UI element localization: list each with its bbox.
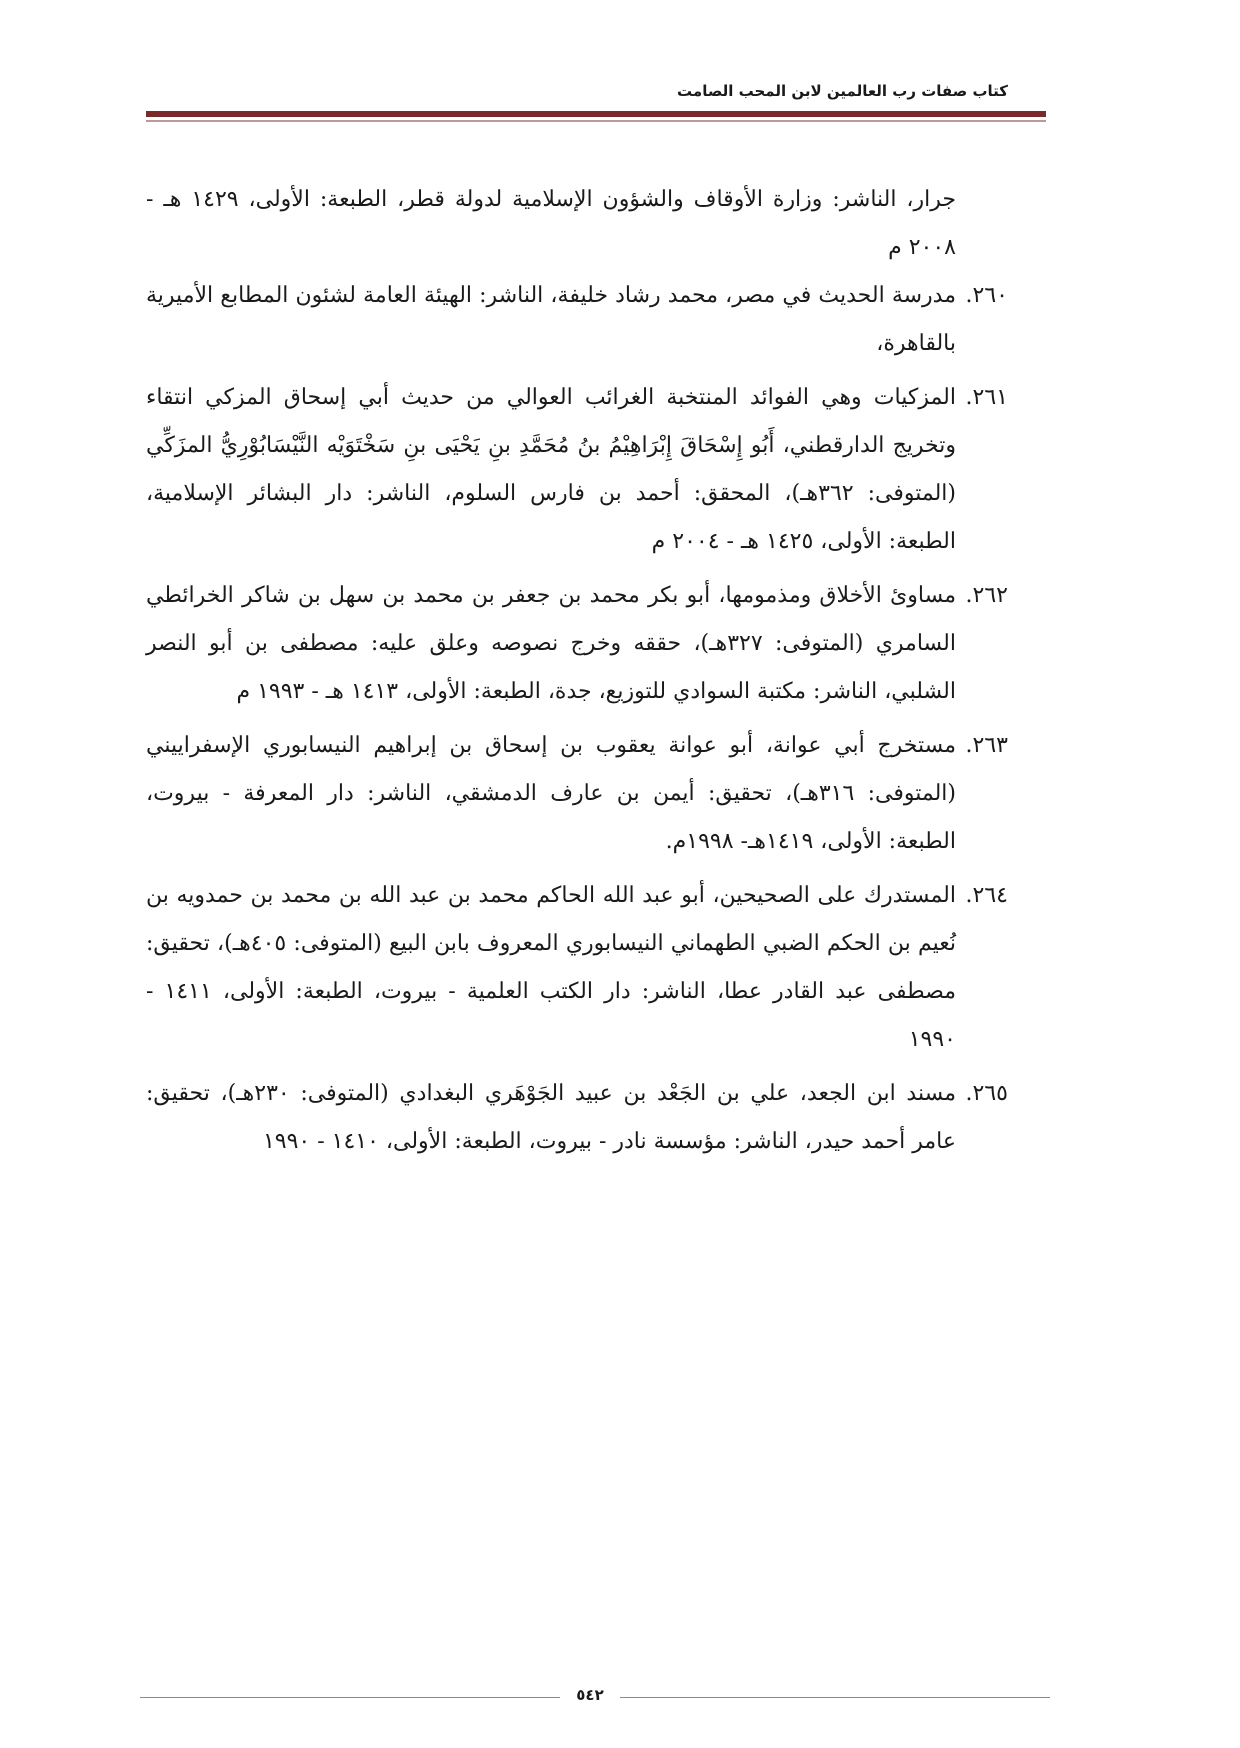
entry-number: ٢٦٢. <box>965 583 1008 608</box>
bibliography-entry <box>146 722 1008 866</box>
footer-rule-left <box>140 1697 560 1698</box>
bibliography-entry <box>146 572 1008 716</box>
entry-text: مساوئ الأخلاق ومذمومها، أبو بكر محمد بن جعفر بن محمد بن سهل بن شاكر الخرائطي السامري (المتوفى: ٣٢٧هـ)، حققه وخرج نصوصه وعلق عليه: مصطفى بن أبو النصر الشلبي، الناشر: مكتبة السوادي للتوزيع، جدة، الطبعة: الأولى، ١٤١٣ هـ - ١٩٩٣ م <box>146 583 956 704</box>
bibliography-body <box>146 176 1008 1172</box>
entry-number: ٢٦٣. <box>965 733 1008 758</box>
entry-number: ٢٦١. <box>965 385 1008 410</box>
entry-text: مستخرج أبي عوانة، أبو عوانة يعقوب بن إسحاق بن إبراهيم النيسابوري الإسفراييني (المتوفى: ٣١٦هـ)، تحقيق: أيمن بن عارف الدمشقي، الناشر: دار المعرفة - بيروت، الطبعة: الأولى، ١٤١٩هـ- ١٩٩٨م. <box>146 733 956 854</box>
bibliography-entry <box>146 272 1008 368</box>
continued-entry-text: جرار، الناشر: وزارة الأوقاف والشؤون الإسلامية لدولة قطر، الطبعة: الأولى، ١٤٢٩ هـ - ٢٠٠٨ م <box>146 187 956 260</box>
entry-number: ٢٦٤. <box>965 883 1008 908</box>
entry-text: المزكيات وهي الفوائد المنتخبة الغرائب العوالي من حديث أبي إسحاق المزكي انتقاء وتخريج الدارقطني، أَبُو إِسْحَاقَ إِبْرَاهِيْمُ بنُ مُحَمَّدِ بنِ يَحْيَى بنِ سَخْتَوَيْه النَّيْسَابُوْرِيُّ المزَكِّي (المتوفى: ٣٦٢هـ)، المحقق: أحمد بن فارس السلوم، الناشر: دار البشائر الإسلامية، الطبعة: الأولى، ١٤٢٥ هـ - ٢٠٠٤ م <box>146 385 956 554</box>
bibliography-entry <box>146 1070 1008 1166</box>
page-number: ٥٤٢ <box>576 1686 604 1704</box>
bibliography-entry <box>146 872 1008 1064</box>
header-rule-thin <box>146 120 1046 122</box>
entry-number: ٢٦٥. <box>965 1081 1008 1106</box>
entry-number: ٢٦٠. <box>965 283 1008 308</box>
bibliography-entry <box>146 374 1008 566</box>
entry-text: المستدرك على الصحيحين، أبو عبد الله الحاكم محمد بن عبد الله بن محمد بن حمدويه بن نُعيم بن الحكم الضبي الطهماني النيسابوري المعروف بابن البيع (المتوفى: ٤٠٥هـ)، تحقيق: مصطفى عبد القادر عطا، الناشر: دار الكتب العلمية - بيروت، الطبعة: الأولى، ١٤١١ - ١٩٩٠ <box>146 883 956 1052</box>
header-rule-thick <box>146 111 1046 117</box>
footer-rule-right <box>620 1697 1050 1698</box>
entry-text: مسند ابن الجعد، علي بن الجَعْد بن عبيد الجَوْهَري البغدادي (المتوفى: ٢٣٠هـ)، تحقيق: عامر أحمد حيدر، الناشر: مؤسسة نادر - بيروت، الطبعة: الأولى، ١٤١٠ - ١٩٩٠ <box>146 1081 956 1154</box>
running-header-title: كتاب صفات رب العالمين لابن المحب الصامت <box>677 82 1008 100</box>
entry-text: مدرسة الحديث في مصر، محمد رشاد خليفة، الناشر: الهيئة العامة لشئون المطابع الأميرية بالقاهرة، <box>146 283 956 356</box>
